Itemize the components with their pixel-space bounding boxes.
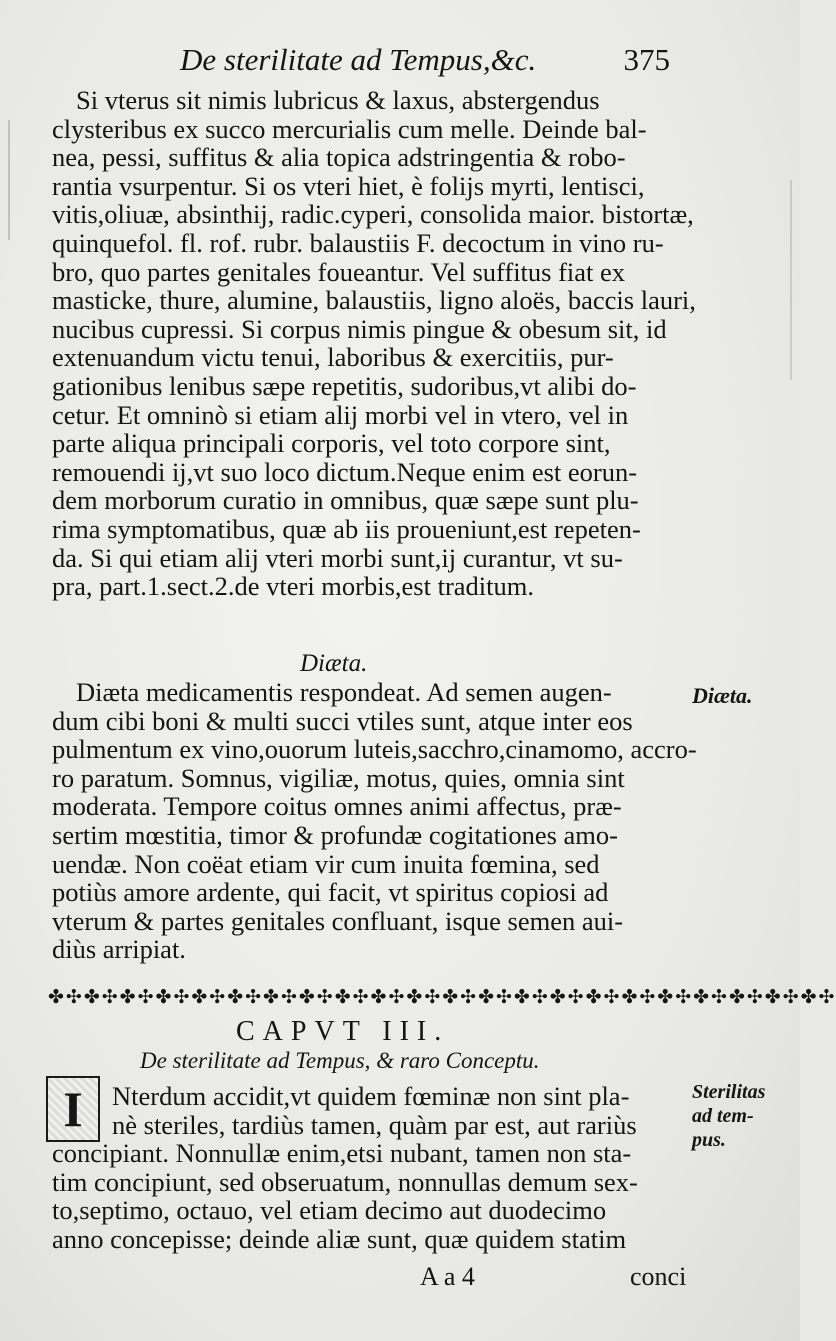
text-line: dem morborum curatio in omnibus, quæ sæpe sunt plu- bbox=[52, 485, 639, 516]
text-line: to,septimo, octauo, vel etiam decimo aut duodecimo bbox=[52, 1195, 607, 1226]
text-line: sertim mœstitia, timor & profundæ cogitationes amo- bbox=[52, 819, 618, 850]
chapter-title: CAPVT III. bbox=[236, 1016, 450, 1047]
text-line: vterum & partes genitales confluant, isque semen aui- bbox=[52, 905, 624, 936]
chapter-subtitle: De sterilitate ad Tempus, & raro Conceptu. bbox=[140, 1048, 540, 1073]
text-line: nucibus cupressi. Si corpus nimis pingue & obesum sit, id bbox=[52, 313, 667, 344]
text-line: da. Si qui etiam alij vteri morbi sunt,ij curantur, vt su- bbox=[52, 542, 623, 573]
text-line: moderata. Tempore coitus omnes animi affectus, præ- bbox=[52, 791, 622, 822]
text-line: gationibus lenibus sæpe repetitis, sudoribus,vt alibi do- bbox=[52, 370, 637, 401]
margin-note-diaeta: Diæta. bbox=[692, 683, 753, 708]
margin-note-line: ad tem- bbox=[692, 1105, 754, 1127]
running-title: De sterilitate ad Tempus,&c. bbox=[180, 42, 537, 77]
page-footer bbox=[0, 1262, 800, 1298]
text-line: cetur. Et omninò si etiam alij morbi vel in vtero, vel in bbox=[52, 399, 629, 430]
text-line: concipiant. Nonnullæ enim,etsi nubant, tamen non sta- bbox=[52, 1138, 632, 1169]
text-line: Si vterus sit nimis lubricus & laxus, abstergendus bbox=[76, 85, 600, 115]
text-line: masticke, thure, alumine, balaustiis, ligno aloës, baccis lauri, bbox=[52, 285, 696, 316]
section-heading-diaeta: Diæta. bbox=[300, 650, 368, 677]
text-line: remouendi ij,vt suo loco dictum.Neque enim est eorun- bbox=[52, 456, 638, 487]
text-line: rima symptomatibus, quæ ab iis proueniunt,est repeten- bbox=[52, 513, 641, 544]
paragraph-diaeta bbox=[52, 677, 697, 965]
ornament-rule: ✤✣✤✣✤✣✤✣✤✣✤✣✤✣✤✣✤✣✤✣✤✣✤✣✤✣✤✣✤✣✤✣✤✣✤✣✤✣✤✣✤✣✤✣ bbox=[48, 986, 836, 1008]
text-line: extenuandum victu tenui, laboribus & exercitiis, pur- bbox=[52, 342, 614, 373]
signature-mark: A a 4 bbox=[420, 1262, 475, 1291]
page-edge-mark bbox=[8, 120, 10, 240]
text-line: tim concipiunt, sed obseruatum, nonnullas demum sex- bbox=[52, 1166, 638, 1197]
margin-note-sterilitas bbox=[692, 1080, 765, 1152]
text-line: nea, pessi, suffitus & alia topica adstringentia & robo- bbox=[52, 142, 626, 173]
catchword: conci bbox=[630, 1262, 687, 1291]
margin-note-line: Sterilitas bbox=[692, 1081, 766, 1103]
page-number: 375 bbox=[623, 42, 670, 77]
text-line: dum cibi boni & multi succi vtiles sunt, atque inter eos bbox=[52, 705, 633, 736]
text-line: nè steriles, tardiùs tamen, quàm par est, aut rariùs bbox=[112, 1109, 637, 1140]
paragraph-therapy bbox=[52, 85, 696, 602]
text-line: quinquefol. fl. rof. rubr. balaustiis F. decoctum in vino ru- bbox=[52, 227, 664, 258]
text-line: Diæta medicamentis respondeat. Ad semen augen- bbox=[76, 677, 612, 707]
text-line: pra, part.1.sect.2.de vteri morbis,est traditum. bbox=[52, 571, 535, 602]
text-line: vitis,oliuæ, absinthij, radic.cyperi, consolida maior. bistortæ, bbox=[52, 199, 694, 230]
text-line: Nterdum accidit,vt quidem fœminæ non sint pla- bbox=[112, 1081, 630, 1111]
page-edge-mark bbox=[790, 180, 792, 380]
text-line: ro paratum. Somnus, vigiliæ, motus, quies, omnia sint bbox=[52, 762, 625, 793]
text-line: clysteribus ex succo mercurialis cum melle. Deinde bal- bbox=[52, 113, 647, 144]
margin-note-line: pus. bbox=[692, 1129, 726, 1151]
running-header bbox=[180, 42, 680, 82]
drop-cap-initial: I bbox=[46, 1076, 100, 1142]
text-line: anno concepisse; deinde aliæ sunt, quæ quidem statim bbox=[52, 1223, 627, 1254]
text-line: potiùs amore ardente, qui facit, vt spiritus copiosi ad bbox=[52, 877, 609, 908]
text-line: diùs arripiat. bbox=[52, 934, 186, 965]
text-line: rantia vsurpentur. Si os vteri hiet, è folijs myrti, lentisci, bbox=[52, 170, 645, 201]
text-line: parte aliqua principali corporis, vel toto corpore sint, bbox=[52, 428, 611, 459]
text-line: pulmentum ex vino,ouorum luteis,sacchro,cinamomo, accro- bbox=[52, 734, 697, 765]
paragraph-chapter-opening bbox=[52, 1082, 692, 1254]
text-line: uendæ. Non coëat etiam vir cum inuita fœmina, sed bbox=[52, 848, 600, 879]
text-line: bro, quo partes genitales foueantur. Vel suffitus fiat ex bbox=[52, 256, 626, 287]
